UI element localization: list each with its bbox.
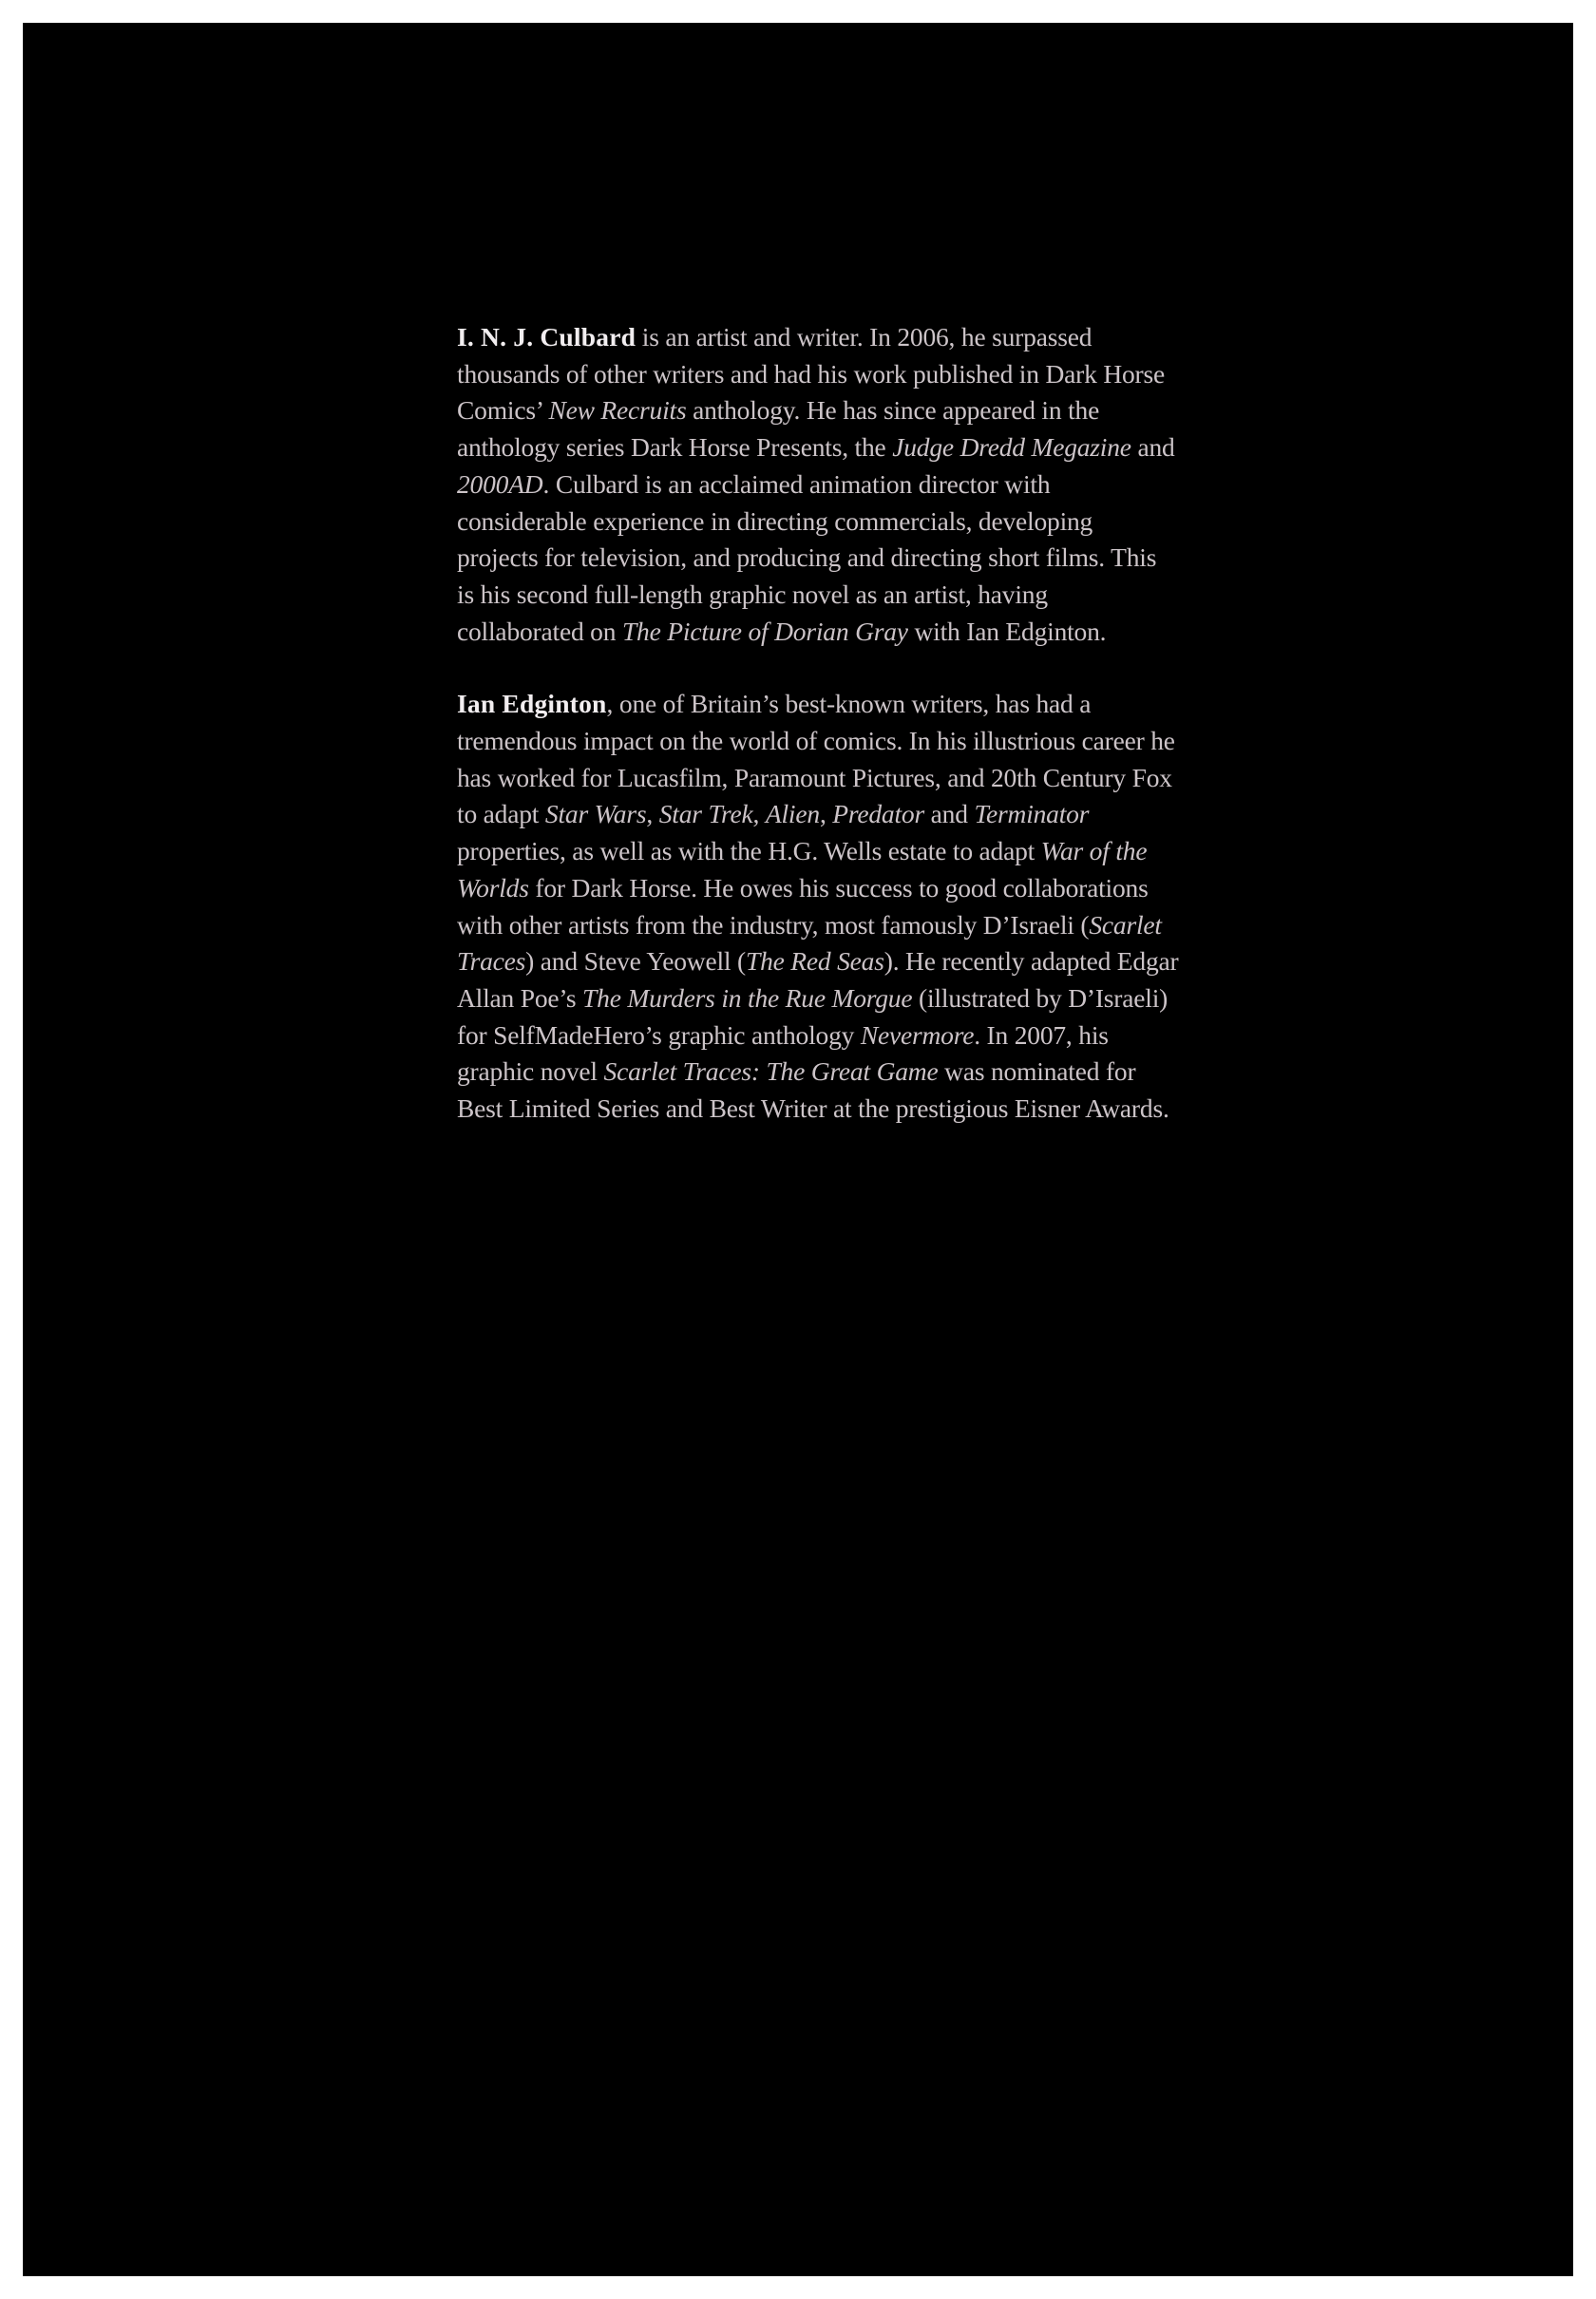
- bio-text: ,: [646, 799, 659, 829]
- bio-culbard: [457, 319, 1179, 650]
- bio-text: . Culbard is an acclaimed animation director with considerable experience in directing commercials, developing projects for television, and producing and directing short films. This is his second full-length graphic novel as an artist, having collaborated on: [457, 468, 1157, 646]
- bio-text: , one of Britain’s best-known writers, has had a tremendous impact on the world of comics. In his illustrious career he has worked for Lucasfilm, Paramount Pictures, and 20th Century Fox to adapt: [457, 689, 1175, 829]
- title-star-trek: Star Trek: [658, 799, 753, 829]
- bio-text: properties, as well as with the H.G. Wells estate to adapt: [457, 836, 1041, 866]
- title-scarlet-traces-great-game: Scarlet Traces: The Great Game: [603, 1056, 939, 1087]
- bio-text: is an artist and writer. In 2006, he surpassed thousands of other writers and had his work published in Dark Horse Comics’: [457, 322, 1165, 426]
- title-war-of-the-worlds: War of the Worlds: [457, 836, 1148, 902]
- bio-text: with Ian Edginton.: [907, 616, 1107, 646]
- author-bios: [457, 319, 1179, 1128]
- bio-text: anthology. He has since appeared in the anthology series Dark Horse Presents, the: [457, 395, 1100, 463]
- bio-name: Ian Edginton: [457, 689, 607, 719]
- bio-text: and: [1130, 432, 1175, 463]
- bio-text: ,: [752, 799, 766, 829]
- bio-text: was nominated for Best Limited Series and Best Writer at the prestigious Eisner Awards.: [457, 1056, 1169, 1124]
- title-murders-rue-morgue: The Murders in the Rue Morgue: [582, 982, 913, 1013]
- bio-text: . In 2007, his graphic novel: [457, 1019, 1109, 1087]
- title-red-seas: The Red Seas: [745, 946, 884, 977]
- title-scarlet-traces: Scarlet Traces: [457, 909, 1162, 977]
- bio-edginton: [457, 686, 1179, 1127]
- title-2000ad: 2000AD: [457, 468, 543, 499]
- title-predator: Predator: [832, 799, 924, 829]
- bio-text: ). He recently adapted Edgar Allan Poe’s: [457, 946, 1179, 1013]
- title-alien: Alien: [765, 799, 820, 829]
- title-star-wars: Star Wars: [544, 799, 647, 829]
- bio-text: ,: [819, 799, 833, 829]
- title-judge-dredd-megazine: Judge Dredd Megazine: [892, 432, 1131, 463]
- bio-text: and: [923, 799, 975, 829]
- title-new-recruits: New Recruits: [548, 395, 687, 426]
- title-nevermore: Nevermore: [860, 1019, 975, 1050]
- bio-text: ) and Steve Yeowell (: [525, 946, 746, 977]
- title-terminator: Terminator: [974, 799, 1090, 829]
- bio-text: for Dark Horse. He owes his success to good collaborations with other artists from the industry, most famously D’Israeli (: [457, 872, 1149, 940]
- title-dorian-gray: The Picture of Dorian Gray: [621, 616, 908, 646]
- page-background: [23, 23, 1573, 2276]
- bio-name: I. N. J. Culbard: [457, 322, 636, 352]
- bio-text: (illustrated by D’Israeli) for SelfMadeHero’s graphic anthology: [457, 982, 1168, 1050]
